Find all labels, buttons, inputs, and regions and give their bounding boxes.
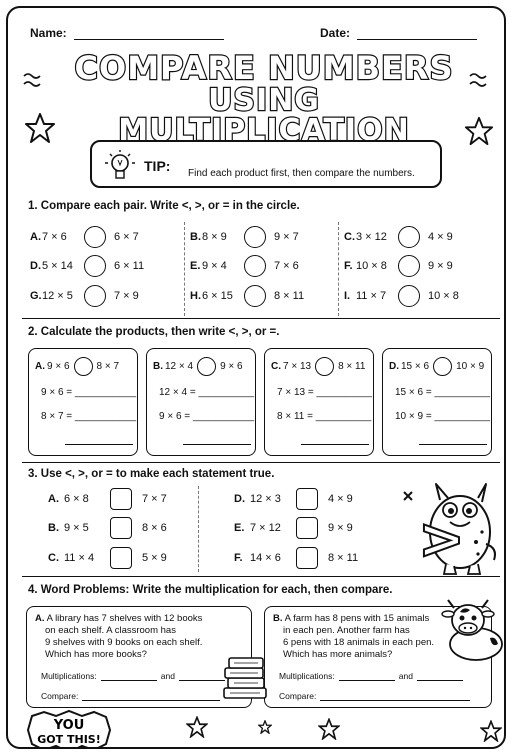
statement-item bbox=[234, 517, 353, 539]
item-letter: F. bbox=[344, 260, 353, 272]
box-letter: B. bbox=[153, 361, 163, 372]
tip-label: TIP: bbox=[144, 158, 171, 174]
right-expression: 10 × 8 bbox=[428, 290, 459, 302]
box-header bbox=[271, 357, 365, 376]
right-expression: 7 × 6 bbox=[274, 260, 299, 272]
product-line-2[interactable]: 8 × 11 = __________ bbox=[277, 411, 372, 422]
product-line-2[interactable]: 8 × 7 = ___________ bbox=[41, 411, 137, 422]
multiplication-answer-line[interactable] bbox=[339, 671, 395, 681]
left-expression: 11 × 4 bbox=[64, 552, 95, 564]
item-letter: C. bbox=[344, 231, 355, 243]
answer-line[interactable] bbox=[183, 444, 251, 445]
problem-body bbox=[273, 613, 434, 661]
left-expression: 12 × 5 bbox=[42, 290, 73, 302]
cow-illustration bbox=[438, 592, 506, 662]
monster-illustration bbox=[394, 474, 500, 576]
problem-body bbox=[35, 613, 202, 661]
statement-item bbox=[234, 547, 358, 569]
right-expression: 6 × 11 bbox=[114, 260, 145, 272]
column-divider bbox=[198, 486, 199, 572]
compare-answer-line[interactable] bbox=[82, 691, 220, 701]
box-header bbox=[389, 357, 484, 376]
item-letter: D. bbox=[30, 260, 41, 272]
product-line-1[interactable]: 7 × 13 = __________ bbox=[277, 387, 373, 398]
answer-box[interactable] bbox=[296, 517, 318, 539]
statement-item bbox=[48, 547, 167, 569]
answer-box[interactable] bbox=[296, 547, 318, 569]
lightbulb-icon bbox=[100, 148, 140, 184]
problem-letter: A. bbox=[35, 613, 45, 624]
calculate-box bbox=[264, 348, 374, 456]
statement-item bbox=[48, 517, 167, 539]
problem-letter: B. bbox=[273, 613, 283, 624]
calculate-box bbox=[146, 348, 256, 456]
column-divider bbox=[184, 222, 185, 316]
answer-circle[interactable] bbox=[433, 357, 452, 376]
compare-item bbox=[30, 226, 139, 248]
item-letter: H. bbox=[190, 290, 201, 302]
compare-row bbox=[279, 691, 470, 701]
item-letter: C. bbox=[48, 552, 59, 564]
word-problem-box bbox=[26, 606, 252, 708]
tip-text: Find each product first, then compare the numbers. bbox=[188, 168, 415, 179]
right-expression: 4 × 9 bbox=[328, 493, 353, 505]
compare-answer-line[interactable] bbox=[320, 691, 470, 701]
right-expression: 8 × 11 bbox=[274, 290, 305, 302]
compare-label: Compare: bbox=[41, 691, 79, 701]
date-field[interactable] bbox=[320, 26, 477, 40]
answer-circle[interactable] bbox=[244, 255, 266, 277]
title-line-1: COMPARE NUMBERS bbox=[74, 49, 454, 87]
problem-text: on each shelf. A classroom has bbox=[45, 625, 176, 636]
left-expression: 7 × 12 bbox=[250, 522, 281, 534]
multiplication-answer-line[interactable] bbox=[179, 671, 225, 681]
answer-circle[interactable] bbox=[244, 226, 266, 248]
section-1-title: 1. Compare each pair. Write <, >, or = in the circle. bbox=[28, 200, 300, 212]
box-letter: A. bbox=[35, 361, 45, 372]
left-expression: 12 × 4 bbox=[165, 361, 194, 372]
problem-text-line bbox=[35, 649, 202, 661]
star-icon bbox=[186, 716, 208, 738]
answer-circle[interactable] bbox=[398, 255, 420, 277]
right-expression: 5 × 9 bbox=[142, 552, 167, 564]
compare-row bbox=[41, 691, 220, 701]
box-letter: C. bbox=[271, 361, 281, 372]
compare-label: Compare: bbox=[279, 691, 317, 701]
item-letter: E. bbox=[190, 260, 201, 272]
left-expression: 12 × 3 bbox=[250, 493, 281, 505]
product-line-1[interactable]: 12 × 4 = __________ bbox=[159, 387, 255, 398]
problem-text-line bbox=[273, 625, 434, 637]
left-expression: 9 × 6 bbox=[47, 361, 70, 372]
statement-item bbox=[48, 488, 167, 510]
column-divider bbox=[338, 222, 339, 316]
problem-text: 6 pens with 18 animals in each pen. bbox=[283, 637, 435, 648]
badge-line-2: GOT THIS! bbox=[37, 733, 101, 746]
date-label: Date: bbox=[320, 26, 351, 40]
item-letter: G. bbox=[30, 290, 42, 302]
star-icon bbox=[24, 112, 56, 144]
and-label: and bbox=[160, 671, 175, 681]
name-line[interactable] bbox=[74, 28, 224, 40]
left-expression: 6 × 8 bbox=[64, 493, 89, 505]
section-3-title: 3. Use <, >, or = to make each statement true. bbox=[28, 468, 275, 480]
section-2-title: 2. Calculate the products, then write <, >, or =. bbox=[28, 326, 280, 338]
answer-box[interactable] bbox=[296, 488, 318, 510]
right-expression: 6 × 7 bbox=[114, 231, 139, 243]
multiplications-row bbox=[279, 671, 463, 681]
answer-circle[interactable] bbox=[84, 255, 106, 277]
answer-circle[interactable] bbox=[84, 226, 106, 248]
star-icon bbox=[480, 720, 502, 742]
right-expression: 9 × 7 bbox=[274, 231, 299, 243]
problem-text: Which has more animals? bbox=[283, 649, 393, 660]
compare-item bbox=[344, 255, 453, 277]
answer-line[interactable] bbox=[65, 444, 133, 445]
problem-text: A library has 7 shelves with 12 books bbox=[46, 613, 203, 624]
you-got-this-badge bbox=[24, 708, 114, 749]
item-letter: E. bbox=[234, 522, 245, 534]
squiggle-icon bbox=[468, 70, 490, 92]
name-field[interactable] bbox=[30, 26, 224, 40]
star-icon bbox=[464, 116, 494, 146]
item-letter: B. bbox=[190, 231, 201, 243]
left-expression: 15 × 6 bbox=[401, 361, 430, 372]
compare-item bbox=[344, 226, 453, 248]
item-letter: B. bbox=[48, 522, 59, 534]
item-letter: A. bbox=[30, 231, 41, 243]
star-icon bbox=[258, 720, 272, 734]
answer-box[interactable] bbox=[110, 488, 132, 510]
section-divider bbox=[22, 462, 500, 463]
compare-item bbox=[344, 285, 459, 307]
problem-text-line bbox=[35, 613, 202, 625]
item-letter: I. bbox=[344, 290, 351, 302]
item-letter: D. bbox=[234, 493, 245, 505]
calculate-box bbox=[28, 348, 138, 456]
multiplications-row bbox=[41, 671, 225, 681]
right-expression: 4 × 9 bbox=[428, 231, 453, 243]
worksheet-page bbox=[6, 6, 506, 749]
section-4-title: 4. Word Problems: Write the multiplication for each, then compare. bbox=[28, 584, 393, 596]
star-icon bbox=[318, 718, 340, 740]
compare-item bbox=[30, 255, 144, 277]
answer-circle[interactable] bbox=[244, 285, 266, 307]
answer-circle[interactable] bbox=[197, 357, 216, 376]
multiplications-label: Multiplications: bbox=[279, 671, 335, 681]
left-expression: 11 × 7 bbox=[356, 290, 387, 302]
answer-circle[interactable] bbox=[398, 226, 420, 248]
problem-text: A farm has 8 pens with 15 animals bbox=[284, 613, 430, 624]
left-expression: 7 × 6 bbox=[42, 231, 67, 243]
box-header bbox=[35, 357, 119, 376]
left-expression: 14 × 6 bbox=[250, 552, 281, 564]
product-line-1[interactable]: 9 × 6 = ___________ bbox=[41, 387, 137, 398]
squiggle-icon bbox=[22, 70, 44, 92]
product-line-2[interactable]: 10 × 9 = __________ bbox=[395, 411, 491, 422]
right-expression: 8 × 11 bbox=[338, 361, 366, 372]
right-expression: 7 × 9 bbox=[114, 290, 139, 302]
problem-text: 9 shelves with 9 books on each shelf. bbox=[45, 637, 203, 648]
problem-text-line bbox=[35, 637, 202, 649]
tip-box bbox=[90, 140, 442, 188]
monster-greater-than-symbol: > bbox=[418, 507, 465, 572]
left-expression: 9 × 4 bbox=[202, 260, 227, 272]
calculate-box bbox=[382, 348, 492, 456]
right-expression: 9 × 9 bbox=[428, 260, 453, 272]
right-expression: 9 × 9 bbox=[328, 522, 353, 534]
answer-line[interactable] bbox=[419, 444, 487, 445]
item-letter: F. bbox=[234, 552, 243, 564]
box-header bbox=[153, 357, 243, 376]
left-expression: 7 × 13 bbox=[283, 361, 312, 372]
right-expression: 7 × 7 bbox=[142, 493, 167, 505]
and-label: and bbox=[398, 671, 413, 681]
problem-text-line bbox=[273, 613, 434, 625]
worksheet-title bbox=[58, 49, 470, 148]
badge-line-1: YOU bbox=[53, 718, 85, 733]
problem-text-line bbox=[35, 625, 202, 637]
problem-text: Which has more books? bbox=[45, 649, 147, 660]
right-expression: 8 × 6 bbox=[142, 522, 167, 534]
answer-circle[interactable] bbox=[315, 357, 334, 376]
answer-circle[interactable] bbox=[74, 357, 93, 376]
statement-item bbox=[234, 488, 353, 510]
item-letter: A. bbox=[48, 493, 59, 505]
product-line-1[interactable]: 15 × 6 = __________ bbox=[395, 387, 491, 398]
section-divider bbox=[22, 318, 500, 319]
books-stack-icon bbox=[220, 652, 270, 702]
answer-circle[interactable] bbox=[84, 285, 106, 307]
left-expression: 9 × 5 bbox=[64, 522, 89, 534]
product-line-2[interactable]: 9 × 6 = ___________ bbox=[159, 411, 255, 422]
title-line-2: USING MULTIPLICATION bbox=[118, 83, 410, 148]
answer-box[interactable] bbox=[110, 547, 132, 569]
right-expression: 9 × 6 bbox=[220, 361, 243, 372]
multiplication-answer-line[interactable] bbox=[417, 671, 463, 681]
box-letter: D. bbox=[389, 361, 399, 372]
section-divider bbox=[22, 576, 500, 577]
right-expression: 8 × 7 bbox=[96, 361, 120, 372]
compare-item bbox=[190, 226, 299, 248]
left-expression: 10 × 8 bbox=[356, 260, 387, 272]
left-expression: 5 × 14 bbox=[42, 260, 73, 272]
compare-item bbox=[190, 285, 304, 307]
answer-box[interactable] bbox=[110, 517, 132, 539]
right-expression: 8 × 11 bbox=[328, 552, 359, 564]
left-expression: 6 × 15 bbox=[202, 290, 233, 302]
answer-circle[interactable] bbox=[398, 285, 420, 307]
left-expression: 8 × 9 bbox=[202, 231, 227, 243]
answer-line[interactable] bbox=[301, 444, 369, 445]
multiplication-answer-line[interactable] bbox=[101, 671, 157, 681]
problem-text: in each pen. Another farm has bbox=[283, 625, 410, 636]
compare-item bbox=[190, 255, 299, 277]
name-label: Name: bbox=[30, 26, 67, 40]
problem-text-line bbox=[273, 637, 434, 649]
multiplications-label: Multiplications: bbox=[41, 671, 97, 681]
problem-text-line bbox=[273, 649, 434, 661]
date-line[interactable] bbox=[357, 28, 477, 40]
right-expression: 10 × 9 bbox=[456, 361, 485, 372]
left-expression: 3 × 12 bbox=[356, 231, 387, 243]
compare-item bbox=[30, 285, 139, 307]
